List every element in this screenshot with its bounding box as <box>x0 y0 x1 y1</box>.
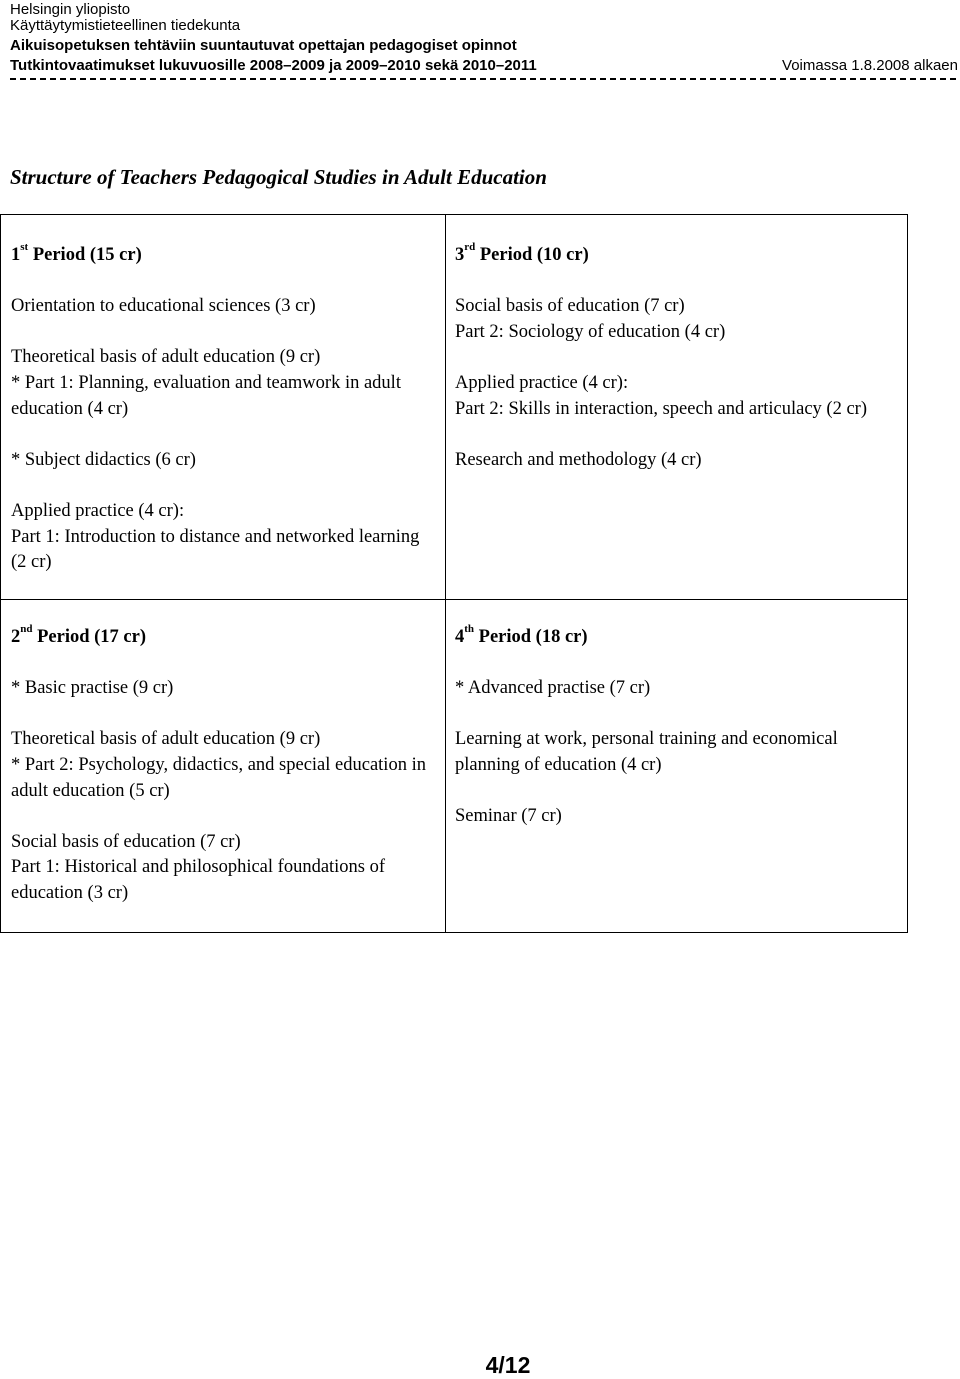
period-3-line: Applied practice (4 cr): Part 2: Skills in interaction, speech and articulacy (2 cr) <box>455 372 868 419</box>
header-divider <box>10 78 956 80</box>
header-program: Aikuisopetuksen tehtäviin suuntautuvat opettajan pedagogiset opinnot <box>10 37 517 54</box>
period-3-cell <box>455 240 905 499</box>
period-1-cell <box>11 240 439 601</box>
period-2-line: Theoretical basis of adult education (9 cr) * Part 2: Psychology, didactics, and special education in adult education (5 cr) <box>11 729 426 801</box>
header-university: Helsingin yliopisto <box>10 1 131 18</box>
period-1-heading: 1st Period (15 cr) <box>11 240 142 265</box>
period-1-line: Theoretical basis of adult education (9 cr) * Part 1: Planning, evaluation and teamwork in adult education (4 cr) <box>11 347 401 419</box>
period-2-line: * Basic practise (9 cr) <box>11 678 174 699</box>
header-requirements: Tutkintovaatimukset lukuvuosille 2008–2009 ja 2009–2010 sekä 2010–2011 <box>10 57 537 74</box>
period-4-line: Seminar (7 cr) <box>455 806 562 827</box>
header-valid-from: Voimassa 1.8.2008 alkaen <box>782 57 958 74</box>
period-4-heading: 4th Period (18 cr) <box>455 622 588 647</box>
period-3-line: Social basis of education (7 cr) Part 2: Sociology of education (4 cr) <box>455 296 726 342</box>
document-title: Structure of Teachers Pedagogical Studies in Adult Education <box>10 165 547 189</box>
periods-table <box>0 214 908 933</box>
header-faculty: Käyttäytymistieteellinen tiedekunta <box>10 17 241 34</box>
period-3-line: Research and methodology (4 cr) <box>455 449 702 470</box>
period-1-line: Applied practice (4 cr): Part 1: Introduction to distance and networked learning (2 cr) <box>11 500 420 573</box>
period-2-line: Social basis of education (7 cr) Part 1: Historical and philosophical foundations of education (3 cr) <box>11 831 386 903</box>
period-4-line: Learning at work, personal training and economical planning of education (4 cr) <box>455 729 838 775</box>
period-3-heading: 3rd Period (10 cr) <box>455 240 589 265</box>
page-number: 4/12 <box>485 1352 531 1378</box>
period-4-cell <box>455 622 905 855</box>
period-1-line: Orientation to educational sciences (3 cr) <box>11 296 316 317</box>
period-2-heading: 2nd Period (17 cr) <box>11 622 147 647</box>
table-vertical-divider <box>445 215 446 932</box>
period-4-line: * Advanced practise (7 cr) <box>455 678 651 699</box>
period-2-cell <box>11 622 439 932</box>
period-1-line: * Subject didactics (6 cr) <box>11 449 196 470</box>
